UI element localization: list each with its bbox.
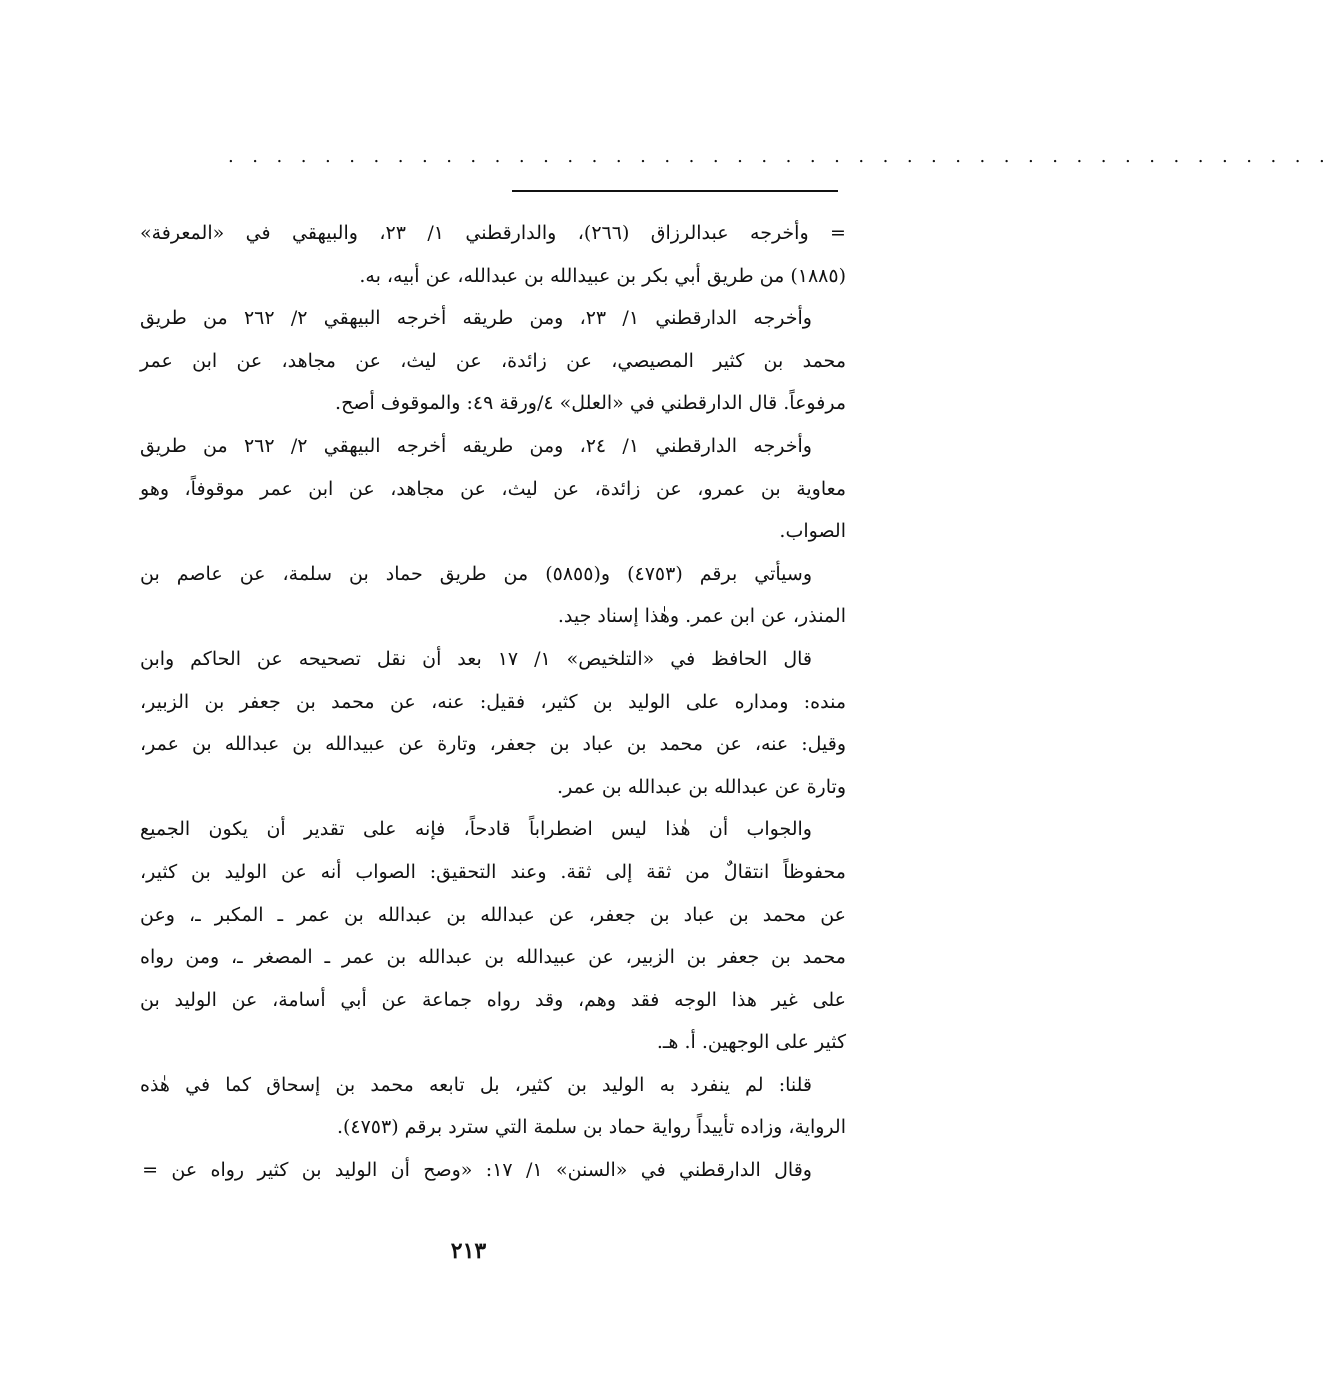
text-line: وقيل: عنه، عن محمد بن عباد بن جعفر، وتارة عن عبيدالله بن عبدالله بن عمر، xyxy=(140,733,846,756)
text-line: والجواب أن هٰذا ليس اضطراباً قادحاً، فإنه على تقدير أن يكون الجميع xyxy=(140,818,812,841)
text-line: الرواية، وزاده تأييداً رواية حماد بن سلمة التي سترد برقم (٤٧٥٣). xyxy=(336,1116,846,1139)
footnote-rule xyxy=(512,190,838,192)
text-line: محمد بن كثير المصيصي، عن زائدة، عن ليث، عن مجاهد، عن ابن عمر xyxy=(140,349,846,372)
continuation-mark: = xyxy=(142,1159,158,1182)
text-line: وسيأتي برقم (٤٧٥٣) و(٥٨٥٥) من طريق حماد بن سلمة، عن عاصم بن xyxy=(140,562,813,585)
text-line: مرفوعاً. قال الدارقطني في «العلل» ٤/ورقة ٤٩: والموقوف أصح. xyxy=(335,392,846,415)
page-number: ٢١٣ xyxy=(450,1238,487,1264)
text-line: وتارة عن عبدالله بن عبدالله بن عمر. xyxy=(557,775,846,798)
text-line: معاوية بن عمرو، عن زائدة، عن ليث، عن مجاهد، عن ابن عمر موقوفاً، وهو xyxy=(140,477,846,500)
text-line: = وأخرجه عبدالرزاق (٢٦٦)، والدارقطني ١/ ٢٣، والبيهقي في «المعرفة» xyxy=(140,222,846,244)
text-line: محفوظاً انتقالٌ من ثقة إلى ثقة. وعند التحقيق: الصواب أنه عن الوليد بن كثير، xyxy=(140,860,846,883)
text-line: الصواب. xyxy=(779,520,846,543)
text-line xyxy=(140,1149,846,1192)
text-line: عن محمد بن عباد بن جعفر، عن عبدالله بن عبدالله بن عمر ـ المكبر ـ، وعن xyxy=(140,903,846,926)
footnote-text xyxy=(140,212,846,1192)
text-line: وأخرجه الدارقطني ١/ ٢٤، ومن طريقه أخرجه البيهقي ٢/ ٢٦٢ من طريق xyxy=(140,434,812,457)
text-line: على غير هذا الوجه فقد وهم، وقد رواه جماعة عن أبي أسامة، عن الوليد بن xyxy=(140,988,846,1011)
text-line: قال الحافظ في «التلخيص» ١/ ١٧ بعد أن نقل تصحيحه عن الحاكم وابن xyxy=(140,647,813,670)
text-line-content: وقال الدارقطني في «السنن» ١/ ١٧: «وصح أن الوليد بن كثير رواه عن xyxy=(171,1159,812,1182)
text-line: (١٨٨٥) من طريق أبي بكر بن عبيدالله بن عبدالله، عن أبيه، به. xyxy=(359,264,846,287)
text-line: منده: ومداره على الوليد بن كثير، فقيل: عنه، عن محمد بن جعفر بن الزبير، xyxy=(140,690,846,713)
text-line: كثير على الوجهين. أ. هـ. xyxy=(656,1031,846,1054)
text-line: محمد بن جعفر بن الزبير، عن عبيدالله بن عبدالله بن عمر ـ المصغر ـ، ومن رواه xyxy=(140,946,846,969)
text-line: قلنا: لم ينفرد به الوليد بن كثير، بل تابعه محمد بن إسحاق كما في هٰذه xyxy=(140,1073,812,1096)
separator-dots: . . . . . . . . . . . . . . . . . . . . . . . . . . . . . . . . . . . . . . . . . . . . . . xyxy=(228,146,1331,167)
text-line: المنذر، عن ابن عمر. وهٰذا إسناد جيد. xyxy=(557,605,846,628)
text-line: وأخرجه الدارقطني ١/ ٢٣، ومن طريقه أخرجه البيهقي ٢/ ٢٦٢ من طريق xyxy=(140,307,812,330)
